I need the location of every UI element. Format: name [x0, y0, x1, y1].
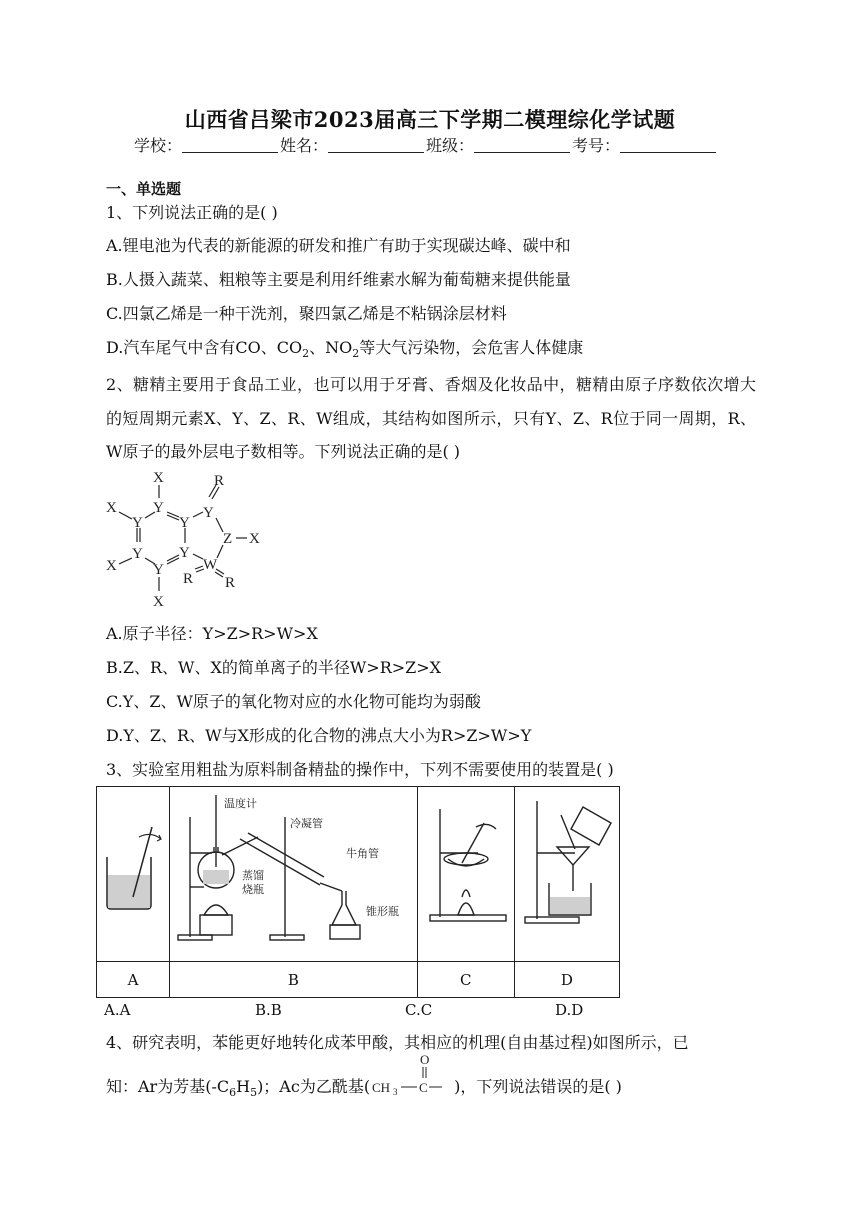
apparatus-d-cell [514, 787, 619, 962]
name-label: 姓名： [280, 136, 329, 155]
q2-option-a: A.原子半径：Y>Z>R>W>X [106, 624, 318, 643]
label-thermometer: 温度计 [224, 797, 258, 810]
atom-y-bottom: Y [153, 562, 164, 578]
number-label: 考号： [572, 136, 621, 155]
q1-d-sub-1: 2 [302, 347, 310, 361]
acetyl-ch: CH [372, 1080, 391, 1095]
atom-x-left-bottom: X [106, 558, 117, 574]
cell-label-a: A [97, 962, 170, 998]
q1-d-text-1: D.汽车尾气中含有CO、CO [106, 338, 303, 357]
atom-z: Z [223, 531, 233, 547]
q4-text-1: 知：Ar为芳基(-C [106, 1077, 230, 1096]
q4-text-h: H [236, 1077, 251, 1096]
cell-label-c: C [417, 962, 514, 998]
atom-r-right: R [225, 575, 236, 591]
acetyl-structure [370, 1052, 454, 1097]
label-flask-2: 烧瓶 [242, 883, 265, 896]
q4-sub-5: 5 [250, 1086, 258, 1100]
atom-w: W [203, 557, 218, 573]
atom-x-left-top: X [106, 500, 117, 516]
label-condenser: 冷凝管 [290, 817, 324, 830]
q4-text-2: )；Ac为乙酰基( [257, 1077, 371, 1096]
q3-option-a: A.A [104, 1001, 131, 1019]
q2-option-d: D.Y、Z、R、W与X形成的化合物的沸点大小为R>Z>W>Y [106, 726, 532, 745]
q1-option-a: A.锂电池为代表的新能源的研发和推广有助于实现碳达峰、碳中和 [106, 236, 571, 255]
q4-line-2 [106, 1052, 622, 1100]
atom-y-fused-bottom: Y [179, 545, 190, 561]
school-blank [182, 137, 278, 153]
filtration-figure [515, 787, 619, 957]
cell-label-d: D [514, 962, 619, 998]
atom-y-top: Y [153, 500, 164, 516]
atom-y-left-top: Y [132, 515, 143, 531]
atom-r-top: R [214, 473, 225, 489]
acetyl-carbon: C [419, 1080, 428, 1095]
q3-option-c: C.C [405, 1001, 433, 1019]
class-label: 班级： [426, 136, 475, 155]
q2-option-c: C.Y、Z、W原子的氧化物对应的水化物可能均为弱酸 [106, 692, 481, 711]
beaker-stirring-figure [97, 787, 169, 957]
atom-x-right: X [249, 531, 260, 547]
label-flask-1: 蒸馏 [242, 869, 265, 882]
q1-option-c: C.四氯乙烯是一种干洗剂，聚四氯乙烯是不粘锅涂层材料 [106, 304, 507, 323]
name-blank [328, 137, 424, 153]
page-title: 山西省吕梁市2023届高三下学期二模理综化学试题 [184, 107, 676, 132]
class-blank [474, 137, 570, 153]
section-heading: 一、单选题 [106, 180, 182, 198]
structure-atoms [106, 470, 260, 610]
atom-y-fused-top: Y [179, 515, 190, 531]
apparatus-label-row [97, 962, 620, 998]
label-adapter: 牛角管 [346, 847, 380, 860]
q4-text-3: )，下列说法错误的是( ) [454, 1077, 622, 1096]
label-erlenmeyer: 锥形瓶 [366, 905, 400, 918]
q2-option-b: B.Z、R、W、X的简单离子的半径W>R>Z>X [106, 658, 442, 677]
cell-label-b: B [170, 962, 417, 998]
q1-d-sub-2: 2 [352, 347, 360, 361]
q1-stem: 1、下列说法正确的是( ) [106, 203, 278, 222]
q4-stem: 4、研究表明，苯能更好地转化成苯甲酸，其相应的机理(自由基过程)如图所示，已 [106, 1033, 689, 1052]
atom-x-bottom: X [153, 594, 164, 610]
distillation-apparatus-figure [170, 787, 416, 957]
atom-x-top: X [153, 470, 164, 486]
atom-y-carbonyl: Y [203, 505, 214, 521]
q3-option-b: B.B [255, 1001, 282, 1019]
acetyl-oxygen: O [420, 1052, 430, 1067]
evaporation-figure [418, 787, 514, 957]
saccharin-structure-diagram [100, 466, 275, 612]
q3-option-d: D.D [555, 1001, 584, 1019]
apparatus-b-cell [170, 787, 417, 962]
q2-stem: 2、糖精主要用于食品工业，也可以用于牙膏、香烟及化妆品中，糖精由原子序数依次增大的短周期元素X、Y、Z、R、W组成，其结构如图所示，只有Y、Z、R位于同一周期，R、W原子的最外层电子数相等。下列说法正确的是( ) [106, 375, 756, 461]
school-label: 学校： [134, 136, 183, 155]
atom-y-left-bottom: Y [132, 546, 143, 562]
student-info-row [134, 133, 718, 156]
acetyl-sub-3: 3 [393, 1087, 398, 1097]
q1-option-d [106, 335, 583, 360]
apparatus-c-cell [417, 787, 514, 962]
apparatus-image-row [97, 787, 620, 962]
q3-stem: 3、实验室用粗盐为原料制备精盐的操作中，下列不需要使用的装置是( ) [106, 760, 614, 779]
q1-d-text-2: 、NO [309, 338, 353, 357]
number-blank [620, 137, 716, 153]
q1-d-text-3: 等大气污染物，会危害人体健康 [359, 338, 584, 357]
apparatus-a-cell [97, 787, 170, 962]
atom-r-left: R [183, 571, 194, 587]
q1-option-b: B.人摄入蔬菜、粗粮等主要是利用纤维素水解为葡萄糖来提供能量 [106, 270, 571, 289]
q4-sub-6: 6 [229, 1086, 237, 1100]
apparatus-table [96, 786, 620, 998]
